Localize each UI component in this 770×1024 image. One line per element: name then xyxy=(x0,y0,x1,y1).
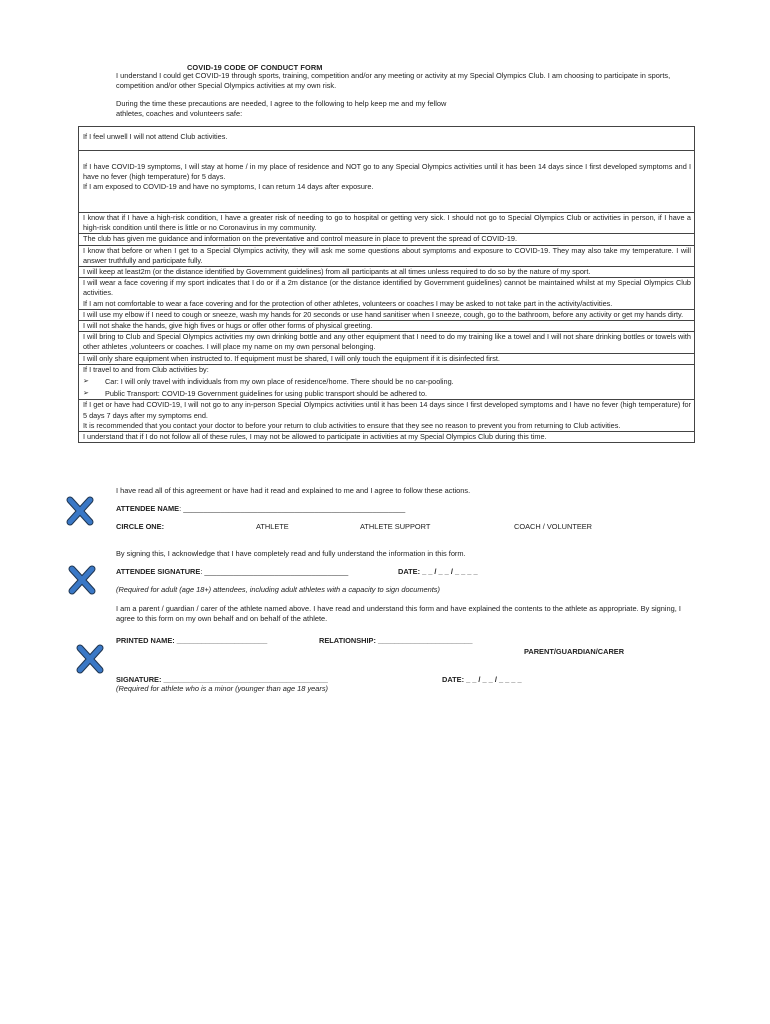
ack-statement: By signing this, I acknowledge that I have completely read and fully understand the information in this form. xyxy=(116,549,466,558)
circle-one-label: CIRCLE ONE: xyxy=(116,522,165,531)
rules-table xyxy=(78,126,695,443)
attendee-signature-row xyxy=(116,567,348,577)
rule-row xyxy=(79,353,694,364)
option-athlete[interactable]: ATHLETE xyxy=(256,522,289,531)
rule-row xyxy=(79,277,694,309)
signature-date-field[interactable]: DATE: _ _ / _ _ / _ _ _ _ xyxy=(442,675,522,684)
arrow-bullet-icon: ➢ xyxy=(83,390,89,398)
attendee-date-field[interactable]: DATE: _ _ / _ _ / _ _ _ _ xyxy=(398,567,478,576)
signature-field[interactable]: SIGNATURE: ________________________________________ xyxy=(116,675,328,684)
attendee-name-row xyxy=(116,504,405,514)
rule-text: If I get or have had COVID-19, I will not go to any in-person Special Olympics activities until it has been 14 days since I first developed symptoms and I have no fever (high temperature) for 5 days 7 days after my symptoms end. xyxy=(83,400,691,420)
intro-paragraph xyxy=(116,71,686,92)
relationship-field[interactable]: RELATIONSHIP: _______________________ xyxy=(319,636,473,645)
rule-text: It is recommended that you contact your doctor to before your return to club activities to ensure that they see no reason to prevent you from returning to Club activities. xyxy=(83,420,621,430)
rule-text: I understand that if I do not follow all of these rules, I may not be allowed to participate in activities at my Special Olympics Club during this time. xyxy=(83,432,547,442)
list-item xyxy=(83,389,691,399)
list-item xyxy=(83,377,691,387)
sign-here-x-icon xyxy=(76,644,104,674)
adult-note: (Required for adult (age 18+) attendees, including adult athletes with a capacity to sign documents) xyxy=(116,585,440,594)
rule-text: I know that before or when I get to a Special Olympics activity, they will ask me some questions about symptoms and exposure to COVID-19. They may also take my temperature. I will answer truthfully and participate fully. xyxy=(83,245,691,265)
rule-row xyxy=(79,309,694,320)
sign-here-x-icon xyxy=(66,496,94,526)
rule-row xyxy=(79,320,694,331)
read-statement: I have read all of this agreement or have had it read and explained to me and I agree to follow these actions. xyxy=(116,486,471,495)
minor-note: (Required for athlete who is a minor (younger than age 18 years) xyxy=(116,684,328,693)
printed-name-field[interactable]: PRINTED NAME: ______________________ xyxy=(116,636,268,645)
rule-row xyxy=(79,127,694,150)
rule-text: I will not shake the hands, give high fives or hugs or offer other forms of physical greeting. xyxy=(83,321,373,331)
rule-row xyxy=(79,245,694,266)
option-athlete-support[interactable]: ATHLETE SUPPORT xyxy=(360,522,431,531)
rule-row xyxy=(79,266,694,277)
rule-text: I will use my elbow if I need to cough or sneeze, wash my hands for 20 seconds or use hand sanitiser when I sneeze, cough, go to the bathroom, before any activity or get my hands dirty. xyxy=(83,309,684,319)
option-coach-volunteer[interactable]: COACH / VOLUNTEER xyxy=(514,522,593,531)
intro-text: I understand I could get COVID-19 through sports, training, competition and/or any meeting or activity at my Special Olympics Club. I am choosing to participate in sports, competition and/or other Special Olympics activities at my own risk. xyxy=(116,71,671,91)
sign-here-x-icon xyxy=(68,565,96,595)
rule-text: I will wear a face covering if my sport indicates that I do or if a 2m distance (or the distance identified by Government guidelines) cannot be maintained whilst at my Special Olympics Club activities. xyxy=(83,278,691,298)
rule-text: If I am not comfortable to wear a face covering and for the protection of other athletes, volunteers or coaches I may be asked to not take part in the activity/activities. xyxy=(83,298,613,308)
rule-text: If I travel to and from Club activities by: xyxy=(83,364,209,374)
rule-text: I will keep at least2m (or the distance identified by Government guidelines) from all participants at all times unless required to do so by the nature of my sport. xyxy=(83,267,591,277)
rule-text: The club has given me guidance and information on the preventative and control measure in place to prevent the spread of COVID-19. xyxy=(83,234,518,244)
form-title: COVID-19 CODE OF CONDUCT FORM xyxy=(187,63,323,72)
rule-text: If I feel unwell I will not attend Club activities. xyxy=(83,132,228,141)
parent-statement: I am a parent / guardian / carer of the athlete named above. I have read and understand this form and have explained the contents to the athlete as appropriate. By signing, I agree to this form on my own behalf and on behalf of the athlete. xyxy=(116,604,681,623)
rule-row xyxy=(79,331,694,352)
rule-row xyxy=(79,431,694,442)
rule-text: I will bring to Club and Special Olympics activities my own drinking bottle and any other equipment that I need to do my training like a towel and I will not share drinking bottles or towels with other athletes ,volunteers or coaches. I will place my name on my own personal belonging. xyxy=(83,332,691,352)
bullet-text: Car: I will only travel with individuals from my own place of residence/home. There should be no car-pooling. xyxy=(105,377,454,387)
rule-row xyxy=(79,364,694,400)
rule-text: I know that if I have a high-risk condition, I have a greater risk of needing to go to hospital or getting very sick. I should not go to Special Olympics Club or activities in person, if I have a high-risk condition until there is little or no Coronavirus in my community. xyxy=(83,213,691,233)
intro-text-2: During the time these precautions are needed, I agree to the following to help keep me and my fellow athletes, coaches and volunteers safe: xyxy=(116,99,447,119)
attendee-name-field[interactable]: : ______________________________________________________ xyxy=(179,504,406,513)
rule-row xyxy=(79,233,694,244)
attendee-signature-label: ATTENDEE SIGNATURE xyxy=(116,567,201,576)
attendee-signature-field[interactable]: : ___________________________________ xyxy=(200,567,349,576)
rule-row xyxy=(79,150,694,212)
bullet-text: Public Transport: COVID-19 Government guidelines for using public transport should be adhered to. xyxy=(105,389,428,399)
rule-text: If I am exposed to COVID-19 and have no symptoms, I can return 14 days after exposure. xyxy=(83,182,374,192)
rule-text: I will only share equipment when instructed to. If equipment must be shared, I will only touch the equipment if it is disinfected first. xyxy=(83,353,500,363)
arrow-bullet-icon: ➢ xyxy=(83,378,89,386)
parent-role-label: PARENT/GUARDIAN/CARER xyxy=(524,647,625,656)
attendee-name-label: ATTENDEE NAME xyxy=(116,504,180,513)
intro-paragraph-2 xyxy=(116,99,476,120)
rule-row xyxy=(79,399,694,431)
rule-row xyxy=(79,212,694,233)
rule-text: If I have COVID-19 symptoms, I will stay at home / in my place of residence and NOT go to any Special Olympics activities until it has been 14 days since I first developed symptoms and I have no fever (high temperature) for 5 days. xyxy=(83,162,691,182)
